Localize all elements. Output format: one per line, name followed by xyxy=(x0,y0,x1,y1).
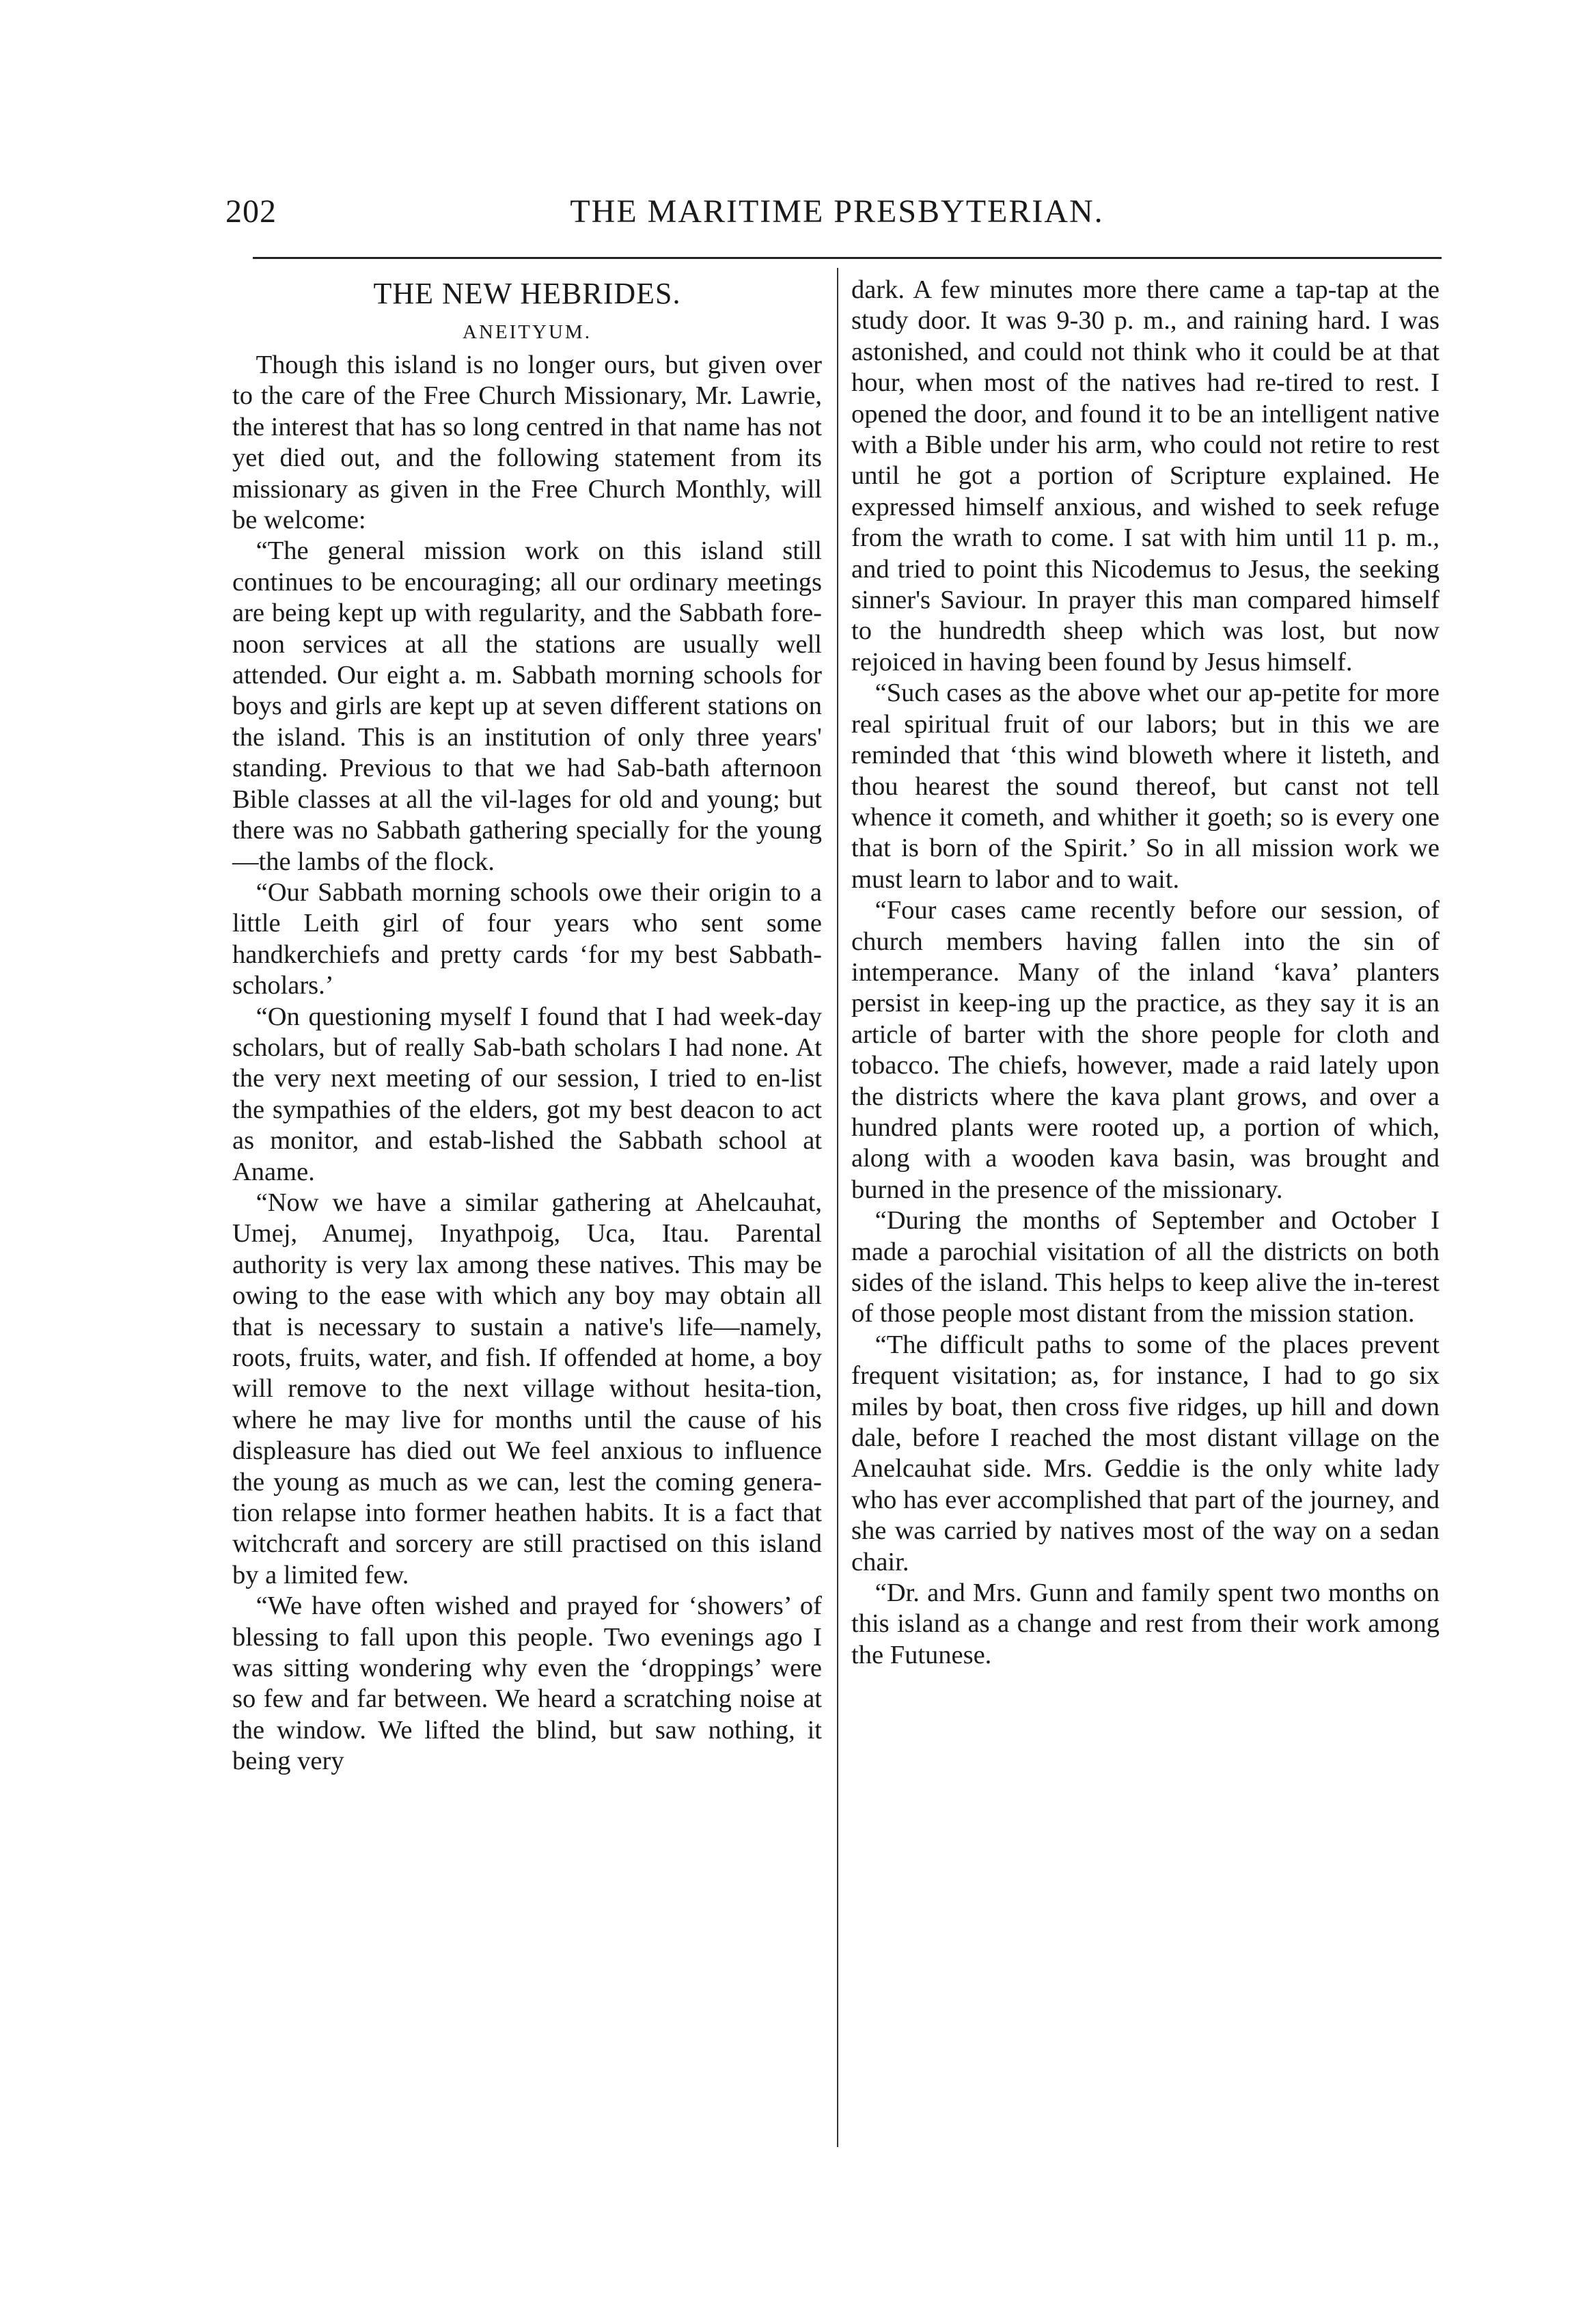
running-title: THE MARITIME PRESBYTERIAN. xyxy=(570,193,1104,230)
paragraph: “The general mission work on this island still continues to be encouraging; all our ordinary meetings are being kept up with regularity, and the Sabbath fore-noon services at all the stations are usually well attended. Our eight a. m. Sabbath morning schools for boys and girls are kept up at seven different stations on the island. This is an institution of only three years' standing. Previous to that we had Sab-bath afternoon Bible classes at all the vil-lages for old and young; but there was no Sabbath gathering specially for the young —the lambs of the flock. xyxy=(232,536,822,876)
page-number: 202 xyxy=(225,193,277,230)
paragraph: Though this island is no longer ours, but given over to the care of the Free Church Missionary, Mr. Lawrie, the interest that has so long centred in that name has not yet died out, and the following statement from its missionary as given in the Free Church Monthly, will be welcome: xyxy=(232,351,822,535)
paragraph: “On questioning myself I found that I had week-day scholars, but of really Sab-bath scholars I had none. At the very next meeting of our session, I tried to en-list the sympathies of the elders, got my best deacon to act as monitor, and estab-lished the Sabbath school at Aname. xyxy=(232,1002,822,1186)
paragraph-continuation: dark. A few minutes more there came a tap-tap at the study door. It was 9-30 p. m., and raining hard. I was astonished, and could not think who it could be at that hour, when most of the natives had re-tired to rest. I opened the door, and found it to be an intelligent native with a Bible under his arm, who could not retire to rest until he got a portion of Scripture explained. He expressed himself anxious, and wished to seek refuge from the wrath to come. I sat with him until 11 p. m., and tried to point this Nicodemus to Jesus, the seeking sinner's Saviour. In prayer this man compared himself to the hundredth sheep which was lost, but now rejoiced in having been found by Jesus himself. xyxy=(851,275,1440,677)
paragraph: “Four cases came recently before our session, of church members having fallen into the sin of intemperance. Many of the inland ‘kava’ planters persist in keep-ing up the practice, as they say it is an article of barter with the shore people for cloth and tobacco. The chiefs, however, made a raid lately upon the districts where the kava plant grows, and over a hundred plants were rooted up, a portion of which, along with a wooden kava basin, was brought and burned in the presence of the missionary. xyxy=(851,896,1440,1204)
header-rule xyxy=(253,257,1442,259)
paragraph: “Dr. and Mrs. Gunn and family spent two months on this island as a change and rest from their work among the Futunese. xyxy=(851,1579,1440,1669)
left-column xyxy=(232,275,822,1777)
article-title: THE NEW HEBRIDES. xyxy=(373,277,681,310)
paragraph: “During the months of September and October I made a parochial visitation of all the districts on both sides of the island. This helps to keep alive the in-terest of those people most distant from the mission station. xyxy=(851,1206,1440,1328)
page-header xyxy=(225,193,1448,241)
paragraph: “We have often wished and prayed for ‘showers’ of blessing to fall upon this people. Two evenings ago I was sitting wondering why even the ‘droppings’ were so few and far between. We heard a scratching noise at the window. We lifted the blind, but saw nothing, it being very xyxy=(232,1591,822,1776)
paragraph: “Our Sabbath morning schools owe their origin to a little Leith girl of four years who sent some handkerchiefs and pretty cards ‘for my best Sabbath-scholars.’ xyxy=(232,877,822,1000)
paragraph: “The difficult paths to some of the places prevent frequent visitation; as, for instance, I had to go six miles by boat, then cross five ridges, up hill and down dale, before I reached the most distant village on the Anelcauhat side. Mrs. Geddie is the only white lady who has ever accomplished that part of the journey, and she was carried by natives most of the way on a sedan chair. xyxy=(851,1330,1440,1576)
right-column xyxy=(851,275,1440,1671)
paragraph: “Such cases as the above whet our ap-petite for more real spiritual fruit of our labors; but in this we are reminded that ‘this wind bloweth where it listeth, and thou hearest the sound thereof, but canst not tell whence it cometh, and whither it goeth; so is every one that is born of the Spirit.’ So in all mission work we must learn to labor and to wait. xyxy=(851,679,1440,894)
paragraph: “Now we have a similar gathering at Ahelcauhat, Umej, Anumej, Inyathpoig, Uca, Itau. Parental authority is very lax among these natives. This may be owing to the ease with which any boy may obtain all that is necessary to sustain a native's life—namely, roots, fruits, water, and fish. If offended at home, a boy will remove to the next village without hesita-tion, where he may live for months until the cause of his displeasure has died out We feel anxious to influence the young as much as we can, lest the coming genera-tion relapse into former heathen habits. It is a fact that witchcraft and sorcery are still practised on this island by a limited few. xyxy=(232,1188,822,1589)
article-subtitle: ANEITYUM. xyxy=(463,321,592,343)
column-divider xyxy=(837,268,838,2147)
